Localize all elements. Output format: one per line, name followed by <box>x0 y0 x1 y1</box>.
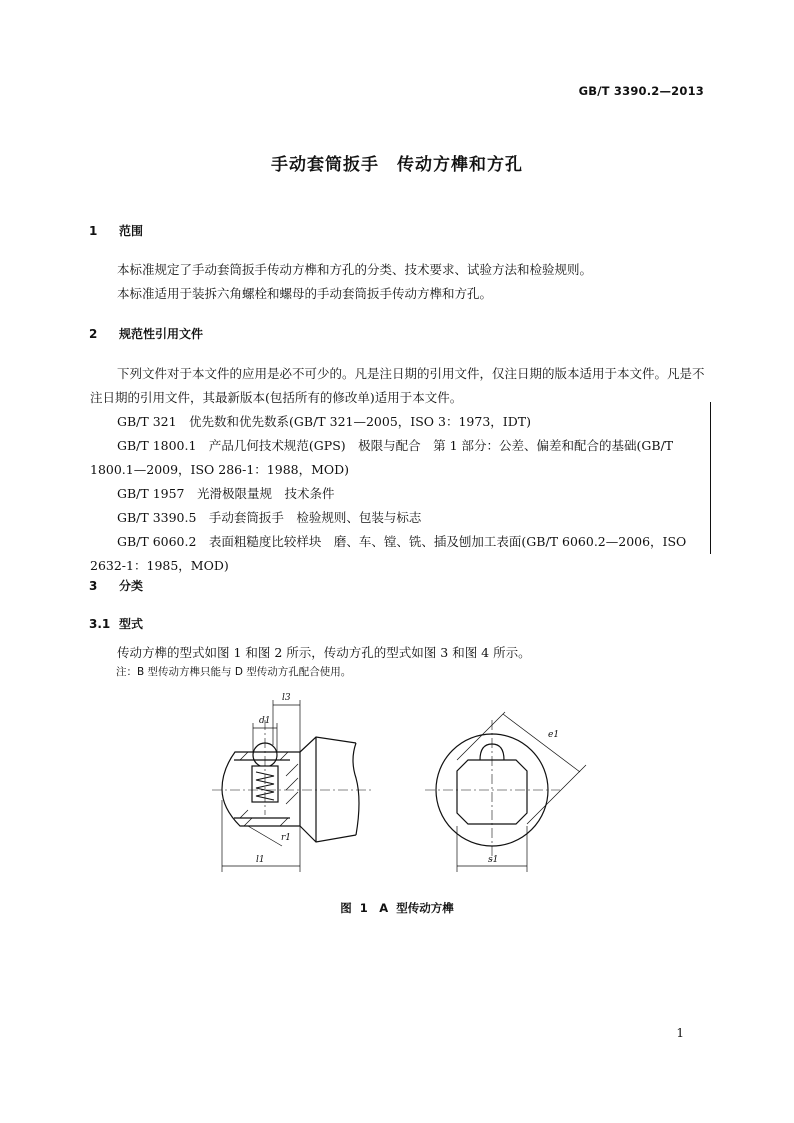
break-line <box>353 743 359 835</box>
section-1-body <box>90 258 706 306</box>
section-2-body <box>90 362 706 578</box>
section-number: 3 <box>89 579 98 593</box>
section-number: 3.1 <box>89 617 111 631</box>
change-bar <box>710 402 711 554</box>
paragraph: 下列文件对于本文件的应用是必不可少的。凡是注日期的引用文件，仅注日期的版本适用于本文件。凡是不注日期的引用文件，其最新版本(包括所有的修改单)适用于本文件。 <box>90 366 705 405</box>
standard-number: GB/T 3390.2—2013 <box>578 84 704 98</box>
reference-gbt3390: GB/T 3390.5 手动套筒扳手 检验规则、包装与标志 <box>117 510 422 525</box>
section-title: 型式 <box>119 617 144 631</box>
paragraph: 本标准规定了手动套筒扳手传动方榫和方孔的分类、技术要求、试验方法和检验规则。 <box>117 262 593 277</box>
page-number: 1 <box>676 1026 684 1040</box>
paragraph: 传动方榫的型式如图 1 和图 2 所示，传动方孔的型式如图 3 和图 4 所示。 <box>117 645 531 660</box>
dim-label-d1: d1 <box>259 716 271 726</box>
section-title: 规范性引用文件 <box>119 327 204 341</box>
section-3-heading <box>89 577 143 594</box>
section-3-1-body <box>90 641 706 665</box>
dim-label-l3: l3 <box>282 693 291 703</box>
document-title: 手动套筒扳手 传动方榫和方孔 <box>271 155 523 175</box>
dim-label-s1: s1 <box>488 855 499 865</box>
paragraph: 本标准适用于装拆六角螺栓和螺母的手动套筒扳手传动方榫和方孔。 <box>117 286 493 301</box>
dim-label-l1: l1 <box>256 855 265 865</box>
section-1-heading <box>89 222 143 239</box>
section-3-1-heading <box>89 615 143 632</box>
note: 注：B 型传动方榫只能与 D 型传动方孔配合使用。 <box>116 666 352 678</box>
shank-body <box>300 737 356 842</box>
reference-gbt1800: GB/T 1800.1 产品几何技术规范(GPS) 极限与配合 第 1 部分：公差、偏差和配合的基础(GB/T 1800.1—2009，ISO 286-1：1988，MOD) <box>90 438 674 477</box>
dim-label-r1: r1 <box>281 833 292 843</box>
section-title: 范围 <box>119 224 144 238</box>
section-number: 2 <box>89 327 98 341</box>
figure-caption: 图 1 A 型传动方榫 <box>340 901 454 915</box>
reference-gbt1957: GB/T 1957 光滑极限量规 技术条件 <box>117 486 335 501</box>
figure-1-drawing <box>210 688 600 880</box>
section-title: 分类 <box>119 579 144 593</box>
reference-gbt321: GB/T 321 优先数和优先数系(GB/T 321—2005，ISO 3：1973，IDT) <box>117 414 531 429</box>
section-2-heading <box>89 325 203 342</box>
section-number: 1 <box>89 224 98 238</box>
reference-gbt6060: GB/T 6060.2 表面粗糙度比较样块 磨、车、镗、铣、插及刨加工表面(GB/T 6060.2—2006，ISO 2632-1：1985，MOD) <box>90 534 687 573</box>
dim-label-e1: e1 <box>548 730 560 740</box>
